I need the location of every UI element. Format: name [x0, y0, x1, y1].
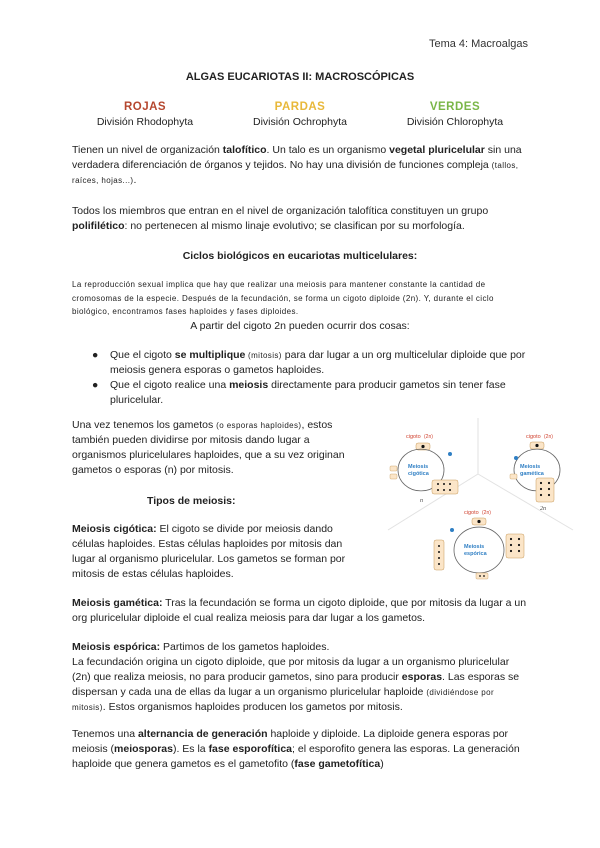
division-verdes: [380, 101, 530, 128]
gamete-dot: [514, 456, 518, 460]
division-rojas: [70, 101, 220, 128]
haploid-cells: [432, 480, 458, 494]
meiosis-esporica-paragraph: Meiosis espórica: Partimos de los gametos haploides. La fecundación origina un cigoto diploide, que por mitosis da lugar a un organismo pluricelular (2n) que realiza meiosis, no para producir gametos, sino para producir esporas. Las esporas se dispersan y cada una de ellas da lugar a un organismo pluricelular haploide (dividiéndose por mitosis). Estos organismos haploides producen los gametos por mitosis.: [72, 641, 520, 713]
cycle-gametica: [510, 434, 560, 512]
meiosis-label: Meiosis: [520, 464, 541, 470]
meiosis-cycles-figure: [378, 418, 578, 592]
haploid-label: n: [420, 498, 423, 504]
zygote-label: cigoto: [526, 434, 541, 440]
gametophyte-organism: [434, 540, 444, 570]
cycle-type-label: espórica: [464, 551, 487, 557]
meiosis-types-heading: Tipos de meiosis:: [147, 495, 236, 507]
bullet-icon: ●: [92, 379, 99, 391]
division-taxon: División Ochrophyta: [253, 116, 347, 128]
cycles-heading: Ciclos biológicos en eucariotas multicelulares:: [182, 250, 418, 262]
meiosis-label: Meiosis: [464, 544, 485, 550]
meiosis-label: Meiosis: [408, 464, 429, 470]
cycle-esporica: [434, 510, 524, 579]
zygote-options-list: [92, 348, 528, 408]
cycle-arrow: [454, 527, 504, 573]
gamete-dot: [450, 528, 454, 532]
list-item: ● Que el cigoto realice una meiosis directamente para producir gametos sin tener fase pluricelular.: [92, 379, 506, 406]
nucleus-dot: [477, 520, 480, 523]
intro-paragraph-talo: Tienen un nivel de organización talofítico. Un talo es un organismo vegetal pluricelular sin una verdadera diferenciación de órganos y tejidos. No hay una división de funciones compleja (tallos, raíces, hojas...).: [72, 144, 522, 186]
cycle-type-label: cigótica: [408, 471, 429, 477]
zygote-ploidy: (2n): [482, 510, 491, 516]
bullet-icon: ●: [92, 349, 99, 361]
gametes-paragraph: Una vez tenemos los gametos (o esporas haploides), estos también pueden dividirse por mitosis dando lugar a organismos pluricelulares haploides, que a su vez originan gametos o esporas (n) por mitosis.: [72, 419, 345, 476]
division-pardas: [225, 101, 375, 128]
sporophyte-organism: [506, 534, 524, 558]
division-name: VERDES: [429, 101, 481, 113]
division-taxon: División Chlorophyta: [406, 116, 504, 128]
zygote-label: cigoto: [406, 434, 421, 440]
reproduction-note: La reproducción sexual implica que hay que realizar una meiosis para mantener constante la cantidad de cromosomas de la especie. Después de la fecundación, se forma un cigoto diploide (2n). Y, durante el ciclo biológico, encontramos fases haploides y fases diploides.: [72, 280, 494, 316]
cycle-cigotica: [390, 434, 458, 504]
zygote-label: cigoto: [464, 510, 479, 516]
division-name: ROJAS: [123, 101, 167, 113]
intro-paragraph-polifiletico: Todos los miembros que entran en el nivel de organización talofítica constituyen un grupo polifilético: no pertenecen al mismo linaje evolutivo; se clasifican por su morfología.: [72, 205, 489, 232]
division-name: PARDAS: [274, 101, 326, 113]
diploid-label: 2n: [540, 506, 546, 512]
meiosis-gametica-paragraph: Meiosis gamética: Tras la fecundación se forma un cigoto diploide, que por mitosis da lugar a un org pluricelular diploide el cual realiza meiosis para dar lugar a los gametos.: [72, 597, 527, 624]
division-taxon: División Rhodophyta: [96, 116, 194, 128]
cycles-center-line: A partir del cigoto 2n pueden ocurrir dos cosas:: [190, 320, 410, 332]
meiosis-cigotica-paragraph: Meiosis cigótica: El cigoto se divide por meiosis dando células haploides. Estas células haploides por mitosis dan lugar al organismo pluricelular. Los gametos se forman por mitosis de estas células haploides.: [72, 523, 346, 580]
spore-cells: [476, 573, 488, 579]
diploid-organism: [536, 478, 554, 502]
cycle-type-label: gamética: [520, 471, 544, 477]
list-item: ● Que el cigoto se multiplique (mitosis) para dar lugar a un org multicelular diploide que por meiosis genera esporas o gametos haploides.: [92, 349, 526, 376]
page-title: ALGAS EUCARIOTAS II: MACROSCÓPICAS: [185, 71, 415, 83]
zygote-ploidy: (2n): [424, 434, 433, 440]
gamete-dot: [448, 452, 452, 456]
gamete-cell: [510, 474, 517, 479]
alternancia-paragraph: Tenemos una alternancia de generación haploide y diploide. La diploide genera esporas por meiosis (meiosporas). Es la fase esporofítica; el esporofito genera las esporas. La generación haploide que genera gametos es el gametofito (fase gametofítica): [72, 728, 520, 770]
nucleus-dot: [535, 444, 538, 447]
nucleus-dot: [421, 445, 424, 448]
divider-line: [478, 474, 573, 530]
page-header-topic: Tema 4: Macroalgas: [428, 38, 528, 50]
zygote-ploidy: (2n): [544, 434, 553, 440]
gamete-pair: [390, 466, 397, 479]
divisions-row: [70, 101, 530, 128]
